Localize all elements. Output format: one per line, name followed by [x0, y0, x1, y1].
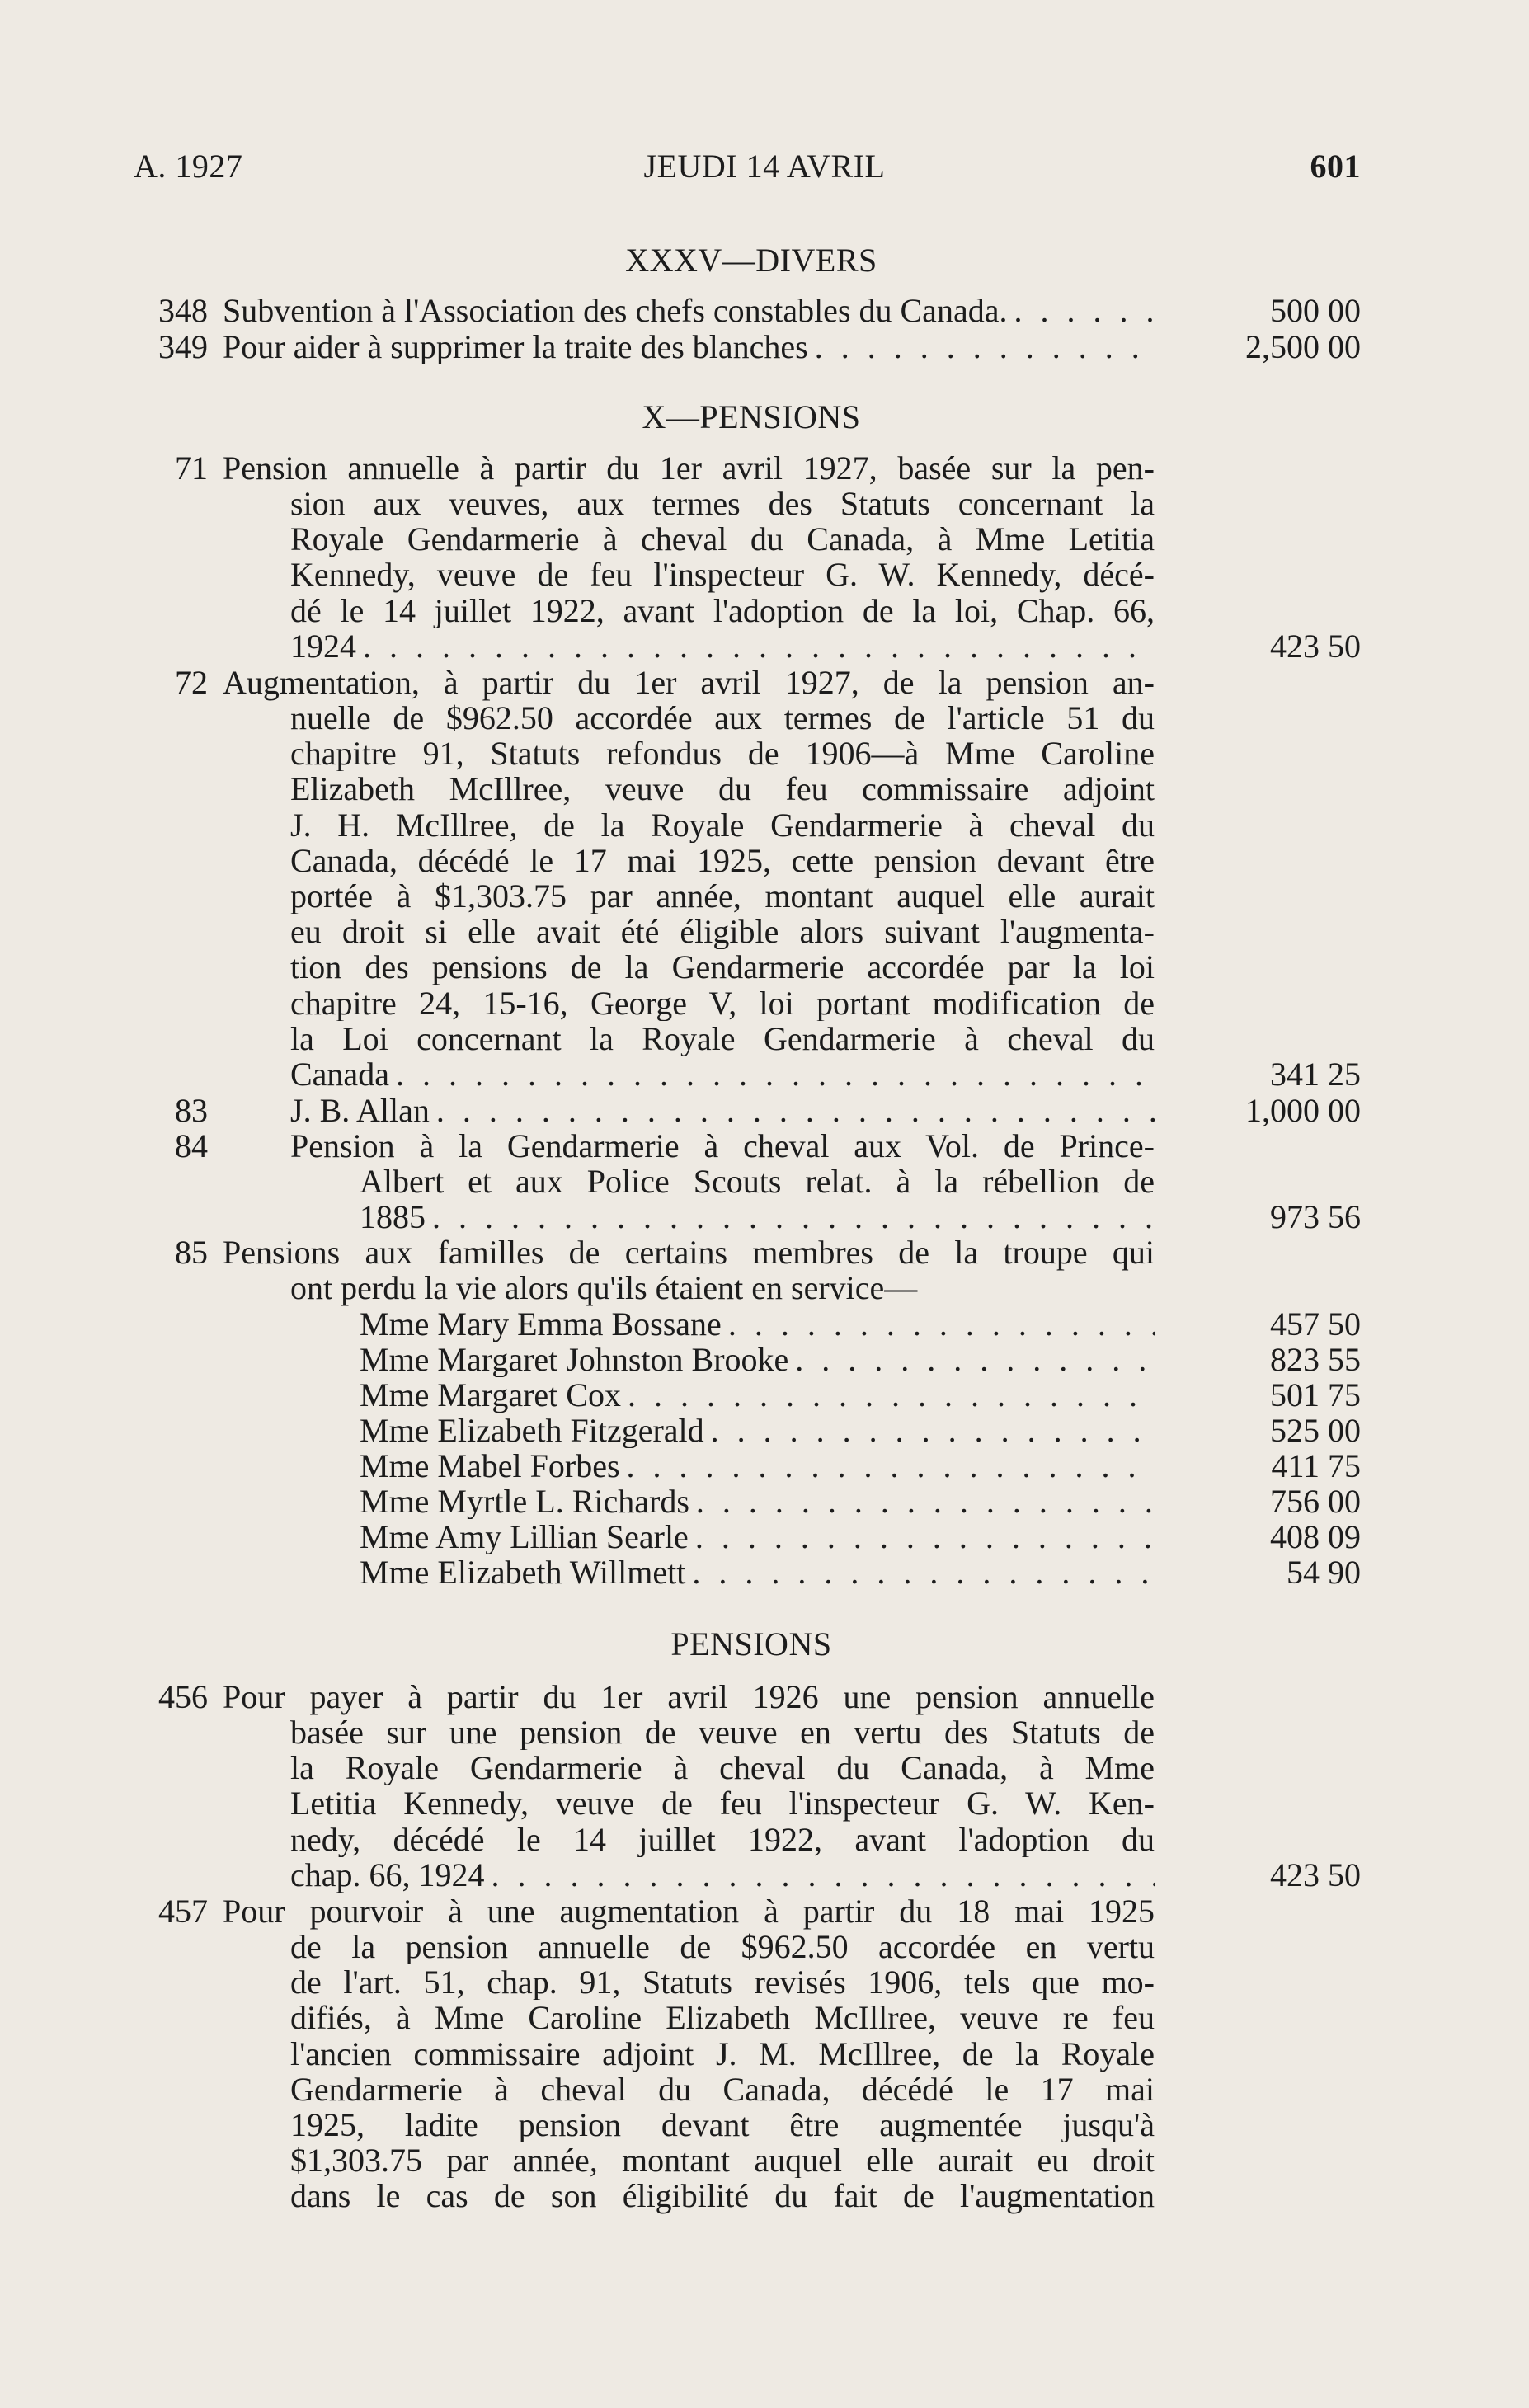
item-last-line [290, 1056, 1155, 1092]
item-number: 456 [158, 1678, 208, 1715]
item-last-line [290, 628, 1155, 664]
item-amount: 1,000 00 [1245, 1092, 1361, 1129]
item-number: 72 [175, 664, 208, 701]
dot-leader [628, 1377, 1155, 1413]
item-text-line: Augmentation, à partir du 1er avril 1927, de la pension an- [223, 664, 1155, 701]
section-title-pensions: PENSIONS [670, 1625, 832, 1663]
item-text-line: l'ancien commissaire adjoint J. M. McIllree, de la Royale [290, 2035, 1155, 2072]
item-text-line: de l'art. 51, chap. 91, Statuts revisés 1906, tels que mo- [290, 1964, 1155, 2001]
item-text-line: la Loi concernant la Royale Gendarmerie à cheval du [290, 1020, 1155, 1056]
item-number: 85 [175, 1234, 208, 1271]
dot-leader [396, 1056, 1155, 1092]
beneficiary-amount: 411 75 [1271, 1447, 1361, 1484]
item-number: 348 [158, 292, 208, 329]
item-number: 71 [175, 449, 208, 487]
item-text-line: ont perdu la vie alors qu'ils étaient en service— [290, 1269, 918, 1306]
dot-leader [695, 1519, 1155, 1554]
beneficiary-name: Mme Margaret Cox [360, 1377, 621, 1413]
beneficiary-name: Mme Elizabeth Fitzgerald [360, 1413, 704, 1448]
beneficiary-line [360, 1413, 1155, 1448]
item-last-line [290, 1857, 1155, 1893]
item-text-line: Gendarmerie à cheval du Canada, décédé le 17 mai [290, 2071, 1155, 2107]
item-text-line: de la pension annuelle de $962.50 accordée en vertu [290, 1929, 1155, 1965]
item-text-line: Elizabeth McIllree, veuve du feu commissaire adjoint [290, 771, 1155, 807]
item-text-line: sion aux veuves, aux termes des Statuts concernant la [290, 486, 1155, 522]
dot-leader [436, 1093, 1155, 1128]
dot-leader [692, 1554, 1155, 1590]
item-amount: 423 50 [1270, 628, 1361, 665]
item-amount: 500 00 [1270, 292, 1361, 329]
item-text-line: Pour payer à partir du 1er avril 1926 une pension annuelle [223, 1678, 1155, 1715]
page-number: 601 [1310, 148, 1361, 185]
item-text-line: Letitia Kennedy, veuve de feu l'inspecteur G. W. Ken- [290, 1785, 1155, 1822]
dot-leader [696, 1484, 1155, 1519]
beneficiary-line [360, 1519, 1155, 1554]
dot-leader [711, 1413, 1155, 1448]
header-date: JEUDI 14 AVRIL [643, 148, 886, 185]
item-first-line [223, 1235, 1155, 1270]
item-text-line: basée sur une pension de veuve en vertu des Statuts de [290, 1714, 1155, 1751]
section-title-pensions-x: X—PENSIONS [642, 398, 861, 435]
item-text-block [290, 1128, 1155, 1164]
item-amount: 973 56 [1270, 1198, 1361, 1235]
dot-leader [728, 1306, 1155, 1342]
dot-leader [363, 628, 1155, 664]
item-text-line: J. H. McIllree, de la Royale Gendarmerie à cheval du [290, 807, 1155, 843]
item-text-line: 1925, ladite pension devant être augmentée jusqu'à [290, 2106, 1155, 2143]
item-text-line: Albert et aux Police Scouts relat. à la rébellion de [360, 1164, 1155, 1200]
item-text: Canada [290, 1056, 389, 1092]
item-number: 457 [158, 1893, 208, 1930]
beneficiary-name: Mme Elizabeth Willmett [360, 1554, 686, 1590]
dot-leader [432, 1199, 1155, 1235]
dot-leader [627, 1448, 1155, 1484]
item-text-line: la Royale Gendarmerie à cheval du Canada, à Mme [290, 1750, 1155, 1786]
item-text-block [290, 486, 1155, 628]
item-text-block [290, 1929, 1155, 2214]
item-text-line: Kennedy, veuve de feu l'inspecteur G. W. Kennedy, décé- [290, 557, 1155, 593]
beneficiary-amount: 525 00 [1270, 1412, 1361, 1449]
item-text-line: chapitre 91, Statuts refondus de 1906—à Mme Caroline [290, 736, 1155, 772]
item-line [223, 293, 1155, 328]
dot-leader [1014, 293, 1155, 328]
beneficiary-line [360, 1484, 1155, 1519]
item-first-line [223, 665, 1155, 700]
item-text-line: nuelle de $962.50 accordée aux termes de l'article 51 du [290, 700, 1155, 736]
header-year: A. 1927 [134, 148, 243, 185]
beneficiary-name: Mme Margaret Johnston Brooke [360, 1342, 789, 1377]
dot-leader [795, 1342, 1155, 1377]
section-title-divers: XXXV—DIVERS [625, 242, 877, 279]
item-first-line [223, 450, 1155, 486]
dot-leader [492, 1857, 1155, 1893]
item-text-line: eu droit si elle avait été éligible alors suivant l'augmenta- [290, 914, 1155, 950]
item-text-line: Pour pourvoir à une augmentation à partir du 18 mai 1925 [223, 1893, 1155, 1930]
dot-leader [815, 329, 1155, 364]
beneficiary-name: Mme Mary Emma Bossane [360, 1306, 722, 1342]
item-text-line: tion des pensions de la Gendarmerie accordée par la loi [290, 949, 1155, 985]
beneficiary-line [360, 1554, 1155, 1590]
item-text: J. B. Allan [290, 1093, 430, 1128]
item-text-line: Royale Gendarmerie à cheval du Canada, à Mme Letitia [290, 521, 1155, 557]
item-line [223, 329, 1155, 364]
item-text: 1885 [360, 1199, 426, 1235]
item-text: chap. 66, 1924 [290, 1857, 485, 1893]
beneficiary-line [360, 1342, 1155, 1377]
item-amount: 423 50 [1270, 1856, 1361, 1893]
beneficiary-name: Mme Myrtle L. Richards [360, 1484, 689, 1519]
beneficiary-amount: 756 00 [1270, 1483, 1361, 1520]
item-text: Pour aider à supprimer la traite des blanches [223, 329, 808, 364]
item-line [290, 1093, 1155, 1128]
item-text-block [290, 700, 1155, 1056]
item-text-block [290, 1714, 1155, 1857]
beneficiary-line [360, 1306, 1155, 1342]
beneficiary-amount: 54 90 [1287, 1554, 1361, 1591]
item-text-block [360, 1164, 1155, 1199]
item-text-line: difiés, à Mme Caroline Elizabeth McIllree, veuve re feu [290, 2000, 1155, 2036]
item-text-line: Pension à la Gendarmerie à cheval aux Vol. de Prince- [290, 1128, 1155, 1164]
beneficiary-amount: 408 09 [1270, 1518, 1361, 1555]
item-first-line [223, 1893, 1155, 1929]
beneficiary-name: Mme Mabel Forbes [360, 1448, 620, 1484]
item-text-line: dé le 14 juillet 1922, avant l'adoption de la loi, Chap. 66, [290, 592, 1155, 628]
item-text: 1924 [290, 628, 356, 664]
item-amount: 2,500 00 [1245, 328, 1361, 365]
item-number: 84 [175, 1127, 208, 1164]
beneficiary-line [360, 1448, 1155, 1484]
item-text-line: nedy, décédé le 14 juillet 1922, avant l'adoption du [290, 1821, 1155, 1857]
beneficiary-amount: 501 75 [1270, 1376, 1361, 1413]
item-text-line: dans le cas de son éligibilité du fait de l'augmentation [290, 2178, 1155, 2214]
item-first-line [223, 1679, 1155, 1714]
item-text-line: portée à $1,303.75 par année, montant auquel elle aurait [290, 877, 1155, 915]
beneficiary-line [360, 1377, 1155, 1413]
item-last-line [360, 1199, 1155, 1235]
beneficiary-amount: 823 55 [1270, 1341, 1361, 1378]
item-text-line: Pension annuelle à partir du 1er avril 1927, basée sur la pen- [223, 449, 1155, 487]
item-text: Subvention à l'Association des chefs constables du Canada. [223, 293, 1008, 328]
item-text-line: Pensions aux familles de certains membres de la troupe qui [223, 1234, 1155, 1271]
item-text-line: chapitre 24, 15-16, George V, loi portant modification de [290, 985, 1155, 1021]
item-amount: 341 25 [1270, 1056, 1361, 1093]
beneficiary-name: Mme Amy Lillian Searle [360, 1519, 689, 1554]
beneficiary-amount: 457 50 [1270, 1305, 1361, 1343]
item-text-line: $1,303.75 par année, montant auquel elle aurait eu droit [290, 2142, 1155, 2179]
item-text-line: Canada, décédé le 17 mai 1925, cette pension devant être [290, 842, 1155, 878]
item-number: 83 [175, 1092, 208, 1129]
item-number: 349 [158, 328, 208, 365]
